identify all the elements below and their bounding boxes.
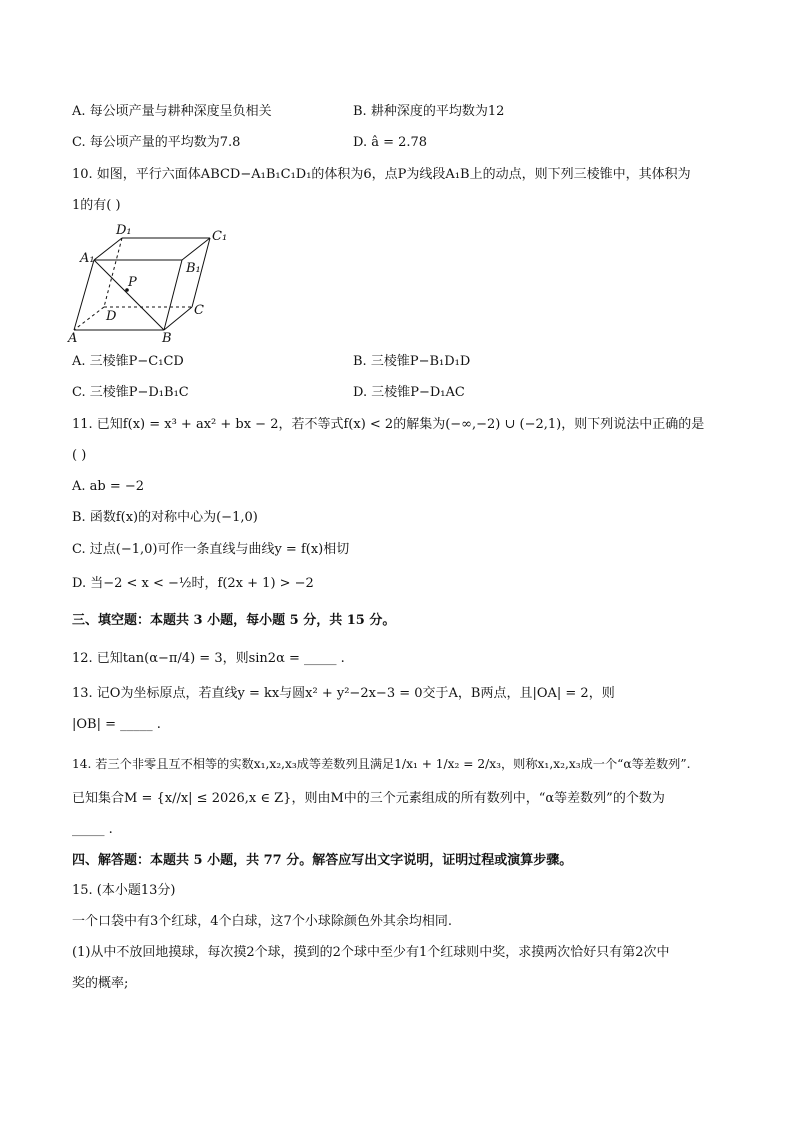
q10-stem-line-1: 10. 如图，平行六面体ABCD−A₁B₁C₁D₁的体积为6，点P为线段A₁B上的动点，则下列三棱锥中，其体积为 <box>72 167 691 182</box>
q15-line-1: 一个口袋中有3个红球，4个白球，这7个小球除颜色外其余均相同. <box>72 914 452 929</box>
q15-title: 15. (本小题13分) <box>72 883 176 898</box>
q11-stem-line-2: ( ) <box>72 448 87 463</box>
q9-option-c: C. 每公顷产量的平均数为7.8 <box>72 135 241 150</box>
label-p: P <box>128 275 137 290</box>
q11-stem-line-1: 11. 已知f(x) = x³ + ax² + bx − 2，若不等式f(x) < 2的解集为(−∞,−2) ∪ (−2,1)，则下列说法中正确的是 <box>72 417 705 432</box>
q10-option-a: A. 三棱锥P−C₁CD <box>72 354 184 369</box>
q10-option-b: B. 三棱锥P−B₁D₁D <box>353 354 471 369</box>
q9-option-a: A. 每公顷产量与耕种深度呈负相关 <box>72 104 272 119</box>
q9-option-b: B. 耕种深度的平均数为12 <box>353 104 505 119</box>
q14-line-2: 已知集合M = {x//x| ≤ 2026,x ∈ Z}，则由M中的三个元素组成的所有数列中，“α等差数列”的个数为 <box>72 791 665 806</box>
section-3-heading: 三、填空题：本题共 3 小题，每小题 5 分，共 15 分。 <box>72 613 396 628</box>
q14-line-3: _____ . <box>72 822 113 837</box>
label-d: D <box>106 309 117 324</box>
label-c: C <box>194 303 204 318</box>
q11-option-c: C. 过点(−1,0)可作一条直线与曲线y = f(x)相切 <box>72 542 350 557</box>
q10-stem-line-2: 1的有( ) <box>72 198 121 213</box>
q11-option-d: D. 当−2 < x < −½时，f(2x + 1) > −2 <box>72 576 314 591</box>
label-b1: B₁ <box>186 261 201 276</box>
q13-line-1: 13. 记O为坐标原点，若直线y = kx与圆x² + y²−2x−3 = 0交于A，B两点，且|OA| = 2，则 <box>72 686 615 701</box>
label-b: B <box>162 331 172 346</box>
q10-option-d: D. 三棱锥P−D₁AC <box>353 385 465 400</box>
label-c1: C₁ <box>212 229 228 244</box>
q12-text: 12. 已知tan(α−π/4) = 3，则sin2α = _____ . <box>72 651 345 666</box>
section-4-heading: 四、解答题：本题共 5 小题，共 77 分。解答应写出文字说明，证明过程或演算步骤。 <box>72 853 573 868</box>
q14-line-1: 14. 若三个非零且互不相等的实数x₁,x₂,x₃成等差数列且满足1/x₁ + 1/x₂ = 2/x₃，则称x₁,x₂,x₃成一个“α等差数列”. <box>72 757 691 771</box>
label-a1: A₁ <box>80 251 95 266</box>
q9-option-d: D. â = 2.78 <box>353 135 428 150</box>
q11-option-a: A. ab = −2 <box>72 479 145 494</box>
label-d1: D₁ <box>116 223 132 238</box>
q11-option-b: B. 函数f(x)的对称中心为(−1,0) <box>72 510 258 525</box>
q13-line-2: |OB| = _____ . <box>72 717 161 732</box>
q15-line-2: (1)从中不放回地摸球，每次摸2个球，摸到的2个球中至少有1个红球则中奖，求摸两次恰好只有第2次中 <box>72 945 670 960</box>
q10-option-c: C. 三棱锥P−D₁B₁C <box>72 385 189 400</box>
parallelepiped-figure <box>66 218 228 346</box>
label-a: A <box>68 331 78 346</box>
q15-line-3: 奖的概率; <box>72 976 129 991</box>
